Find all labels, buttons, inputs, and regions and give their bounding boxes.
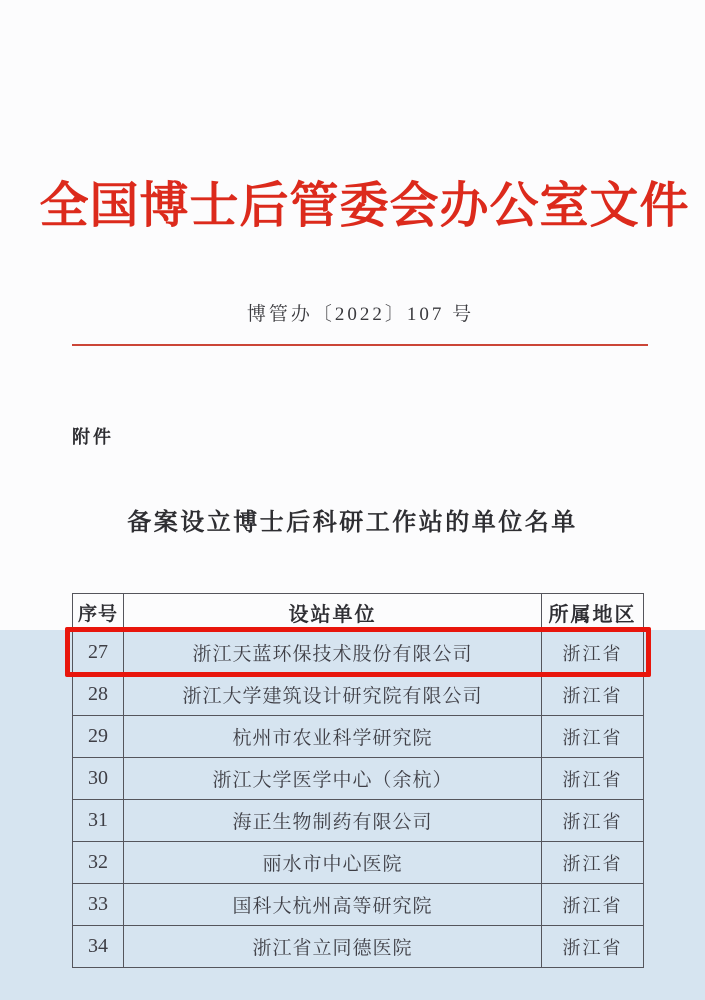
document-title: 全国博士后管委会办公室文件 (39, 178, 690, 233)
cell-serial-number: 33 (88, 893, 108, 915)
cell-region: 浙江省 (541, 632, 643, 673)
column-header-unit: 设站单位 (123, 594, 541, 631)
cell-serial-number: 32 (88, 851, 108, 873)
units-table (72, 593, 644, 968)
red-divider-line (72, 344, 648, 346)
table-header-row (73, 594, 643, 631)
table-row (73, 799, 643, 841)
cell-serial-number: 30 (88, 767, 108, 789)
cell-region: 浙江省 (541, 926, 643, 967)
cell-unit-name: 浙江省立同德医院 (123, 926, 541, 967)
table-title: 备案设立博士后科研工作站的单位名单 (127, 510, 578, 536)
cell-unit-name: 浙江大学建筑设计研究院有限公司 (123, 674, 541, 715)
cell-serial-number: 28 (88, 683, 108, 705)
table-row (73, 925, 643, 967)
cell-region: 浙江省 (541, 716, 643, 757)
table-row (73, 757, 643, 799)
table-row (73, 631, 643, 673)
table-row (73, 715, 643, 757)
table-row (73, 673, 643, 715)
cell-unit-name: 浙江大学医学中心（余杭） (123, 758, 541, 799)
column-header-region: 所属地区 (541, 594, 643, 631)
table-row (73, 841, 643, 883)
cell-serial-number: 34 (88, 935, 108, 957)
cell-region: 浙江省 (541, 758, 643, 799)
cell-unit-name: 海正生物制药有限公司 (123, 800, 541, 841)
cell-region: 浙江省 (541, 842, 643, 883)
cell-serial-number: 31 (88, 809, 108, 831)
cell-serial-number: 27 (88, 641, 108, 663)
table-row (73, 883, 643, 925)
column-header-serial: 序号 (77, 604, 118, 625)
cell-unit-name: 浙江天蓝环保技术股份有限公司 (123, 632, 541, 673)
cell-serial-number: 29 (88, 725, 108, 747)
cell-region: 浙江省 (541, 800, 643, 841)
cell-region: 浙江省 (541, 674, 643, 715)
document-number: 博管办〔2022〕107 号 (246, 304, 475, 325)
cell-unit-name: 国科大杭州高等研究院 (123, 884, 541, 925)
cell-region: 浙江省 (541, 884, 643, 925)
attachment-label: 附件 (72, 427, 114, 447)
table-body (73, 631, 643, 967)
cell-unit-name: 杭州市农业科学研究院 (123, 716, 541, 757)
cell-unit-name: 丽水市中心医院 (123, 842, 541, 883)
